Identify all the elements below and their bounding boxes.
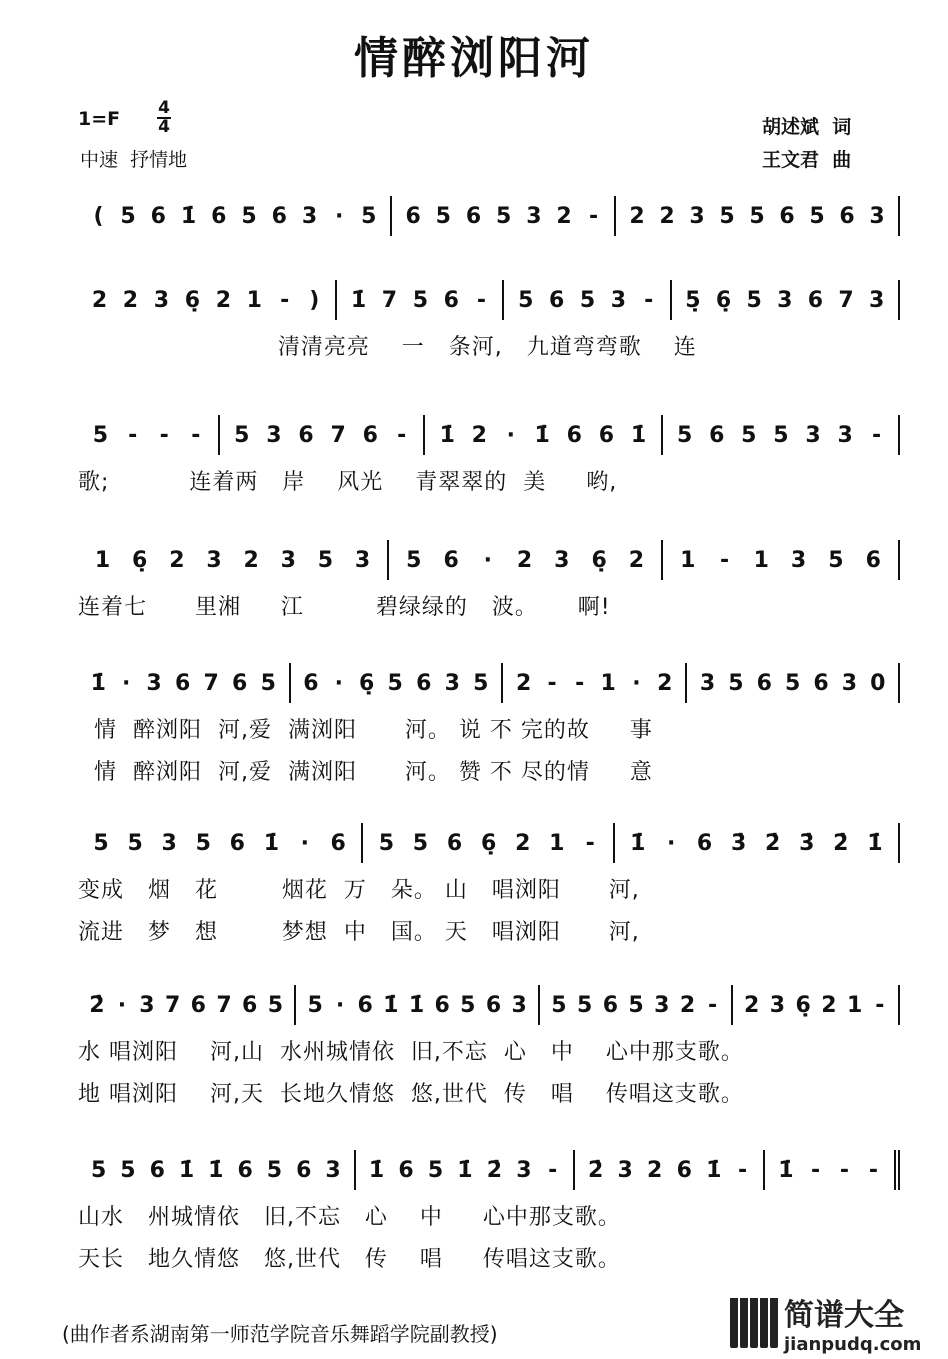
note: 1̇ (383, 992, 399, 1018)
measure (663, 415, 900, 455)
note: · (632, 670, 641, 696)
note: 2 (821, 992, 837, 1018)
lyric-line: 歌; 连着两 岸 风光 青翠翠的 美 哟, (78, 470, 618, 495)
note: 6̣ (480, 830, 497, 856)
note: 6 (237, 1157, 253, 1183)
note: 1̇ (180, 203, 197, 229)
note: 3 (280, 547, 296, 573)
note: 3 (869, 287, 885, 313)
note: 2 (657, 670, 673, 696)
site-logo (730, 1290, 921, 1355)
note: 3 (617, 1157, 633, 1183)
note: 3 (146, 670, 162, 696)
note: 2̇ (588, 1157, 604, 1183)
note: - (738, 1157, 748, 1183)
staff-row (78, 196, 900, 236)
lyric-line: 水 唱浏阳 河,山 水州城情依 旧,不忘 心 中 心中那支歌。 (78, 1040, 744, 1065)
staff-row (78, 663, 900, 703)
note: 2 (516, 547, 533, 573)
note: 1 (549, 830, 565, 856)
note: 5̣ (685, 287, 701, 313)
note: 6̣ (591, 547, 607, 573)
measure (687, 663, 900, 703)
note: 5 (719, 203, 735, 229)
note: 5 (317, 547, 334, 573)
note: 1 (847, 992, 863, 1018)
note: 5 (773, 422, 789, 448)
note: - (191, 422, 201, 448)
note: 5 (361, 203, 377, 229)
note: - (875, 992, 885, 1018)
note: 2 (647, 1157, 663, 1183)
note: · (121, 670, 131, 696)
measure (616, 196, 900, 236)
note: 5 (241, 203, 257, 229)
note: 3 (526, 203, 542, 229)
measure (291, 663, 504, 703)
note: - (839, 1157, 850, 1183)
note: 5 (628, 992, 644, 1018)
note: 6 (229, 830, 245, 856)
note: 2 (122, 287, 139, 313)
note: 7 (381, 287, 398, 313)
staff-row (78, 985, 900, 1025)
note: 6 (709, 422, 725, 448)
note: 6 (696, 830, 713, 856)
note: 1 (600, 670, 616, 696)
note: 5 (120, 1157, 136, 1183)
note: - (128, 422, 138, 448)
measure (392, 196, 616, 236)
note: 3 (790, 547, 807, 573)
note: 2 (215, 287, 232, 313)
composer-credit: 王文君 曲 (762, 149, 852, 171)
note: - (476, 287, 487, 313)
measure (78, 985, 296, 1025)
note: 5 (412, 830, 429, 856)
lyric-line: 变成 烟 花 烟花 万 朵。 山 唱浏阳 河, (78, 878, 640, 903)
note: 6 (813, 670, 829, 696)
measure (575, 1150, 765, 1190)
note: 6 (465, 203, 482, 229)
note: 3̇ (730, 830, 747, 856)
measure (733, 985, 900, 1025)
note: 6 (190, 992, 206, 1018)
note: 3 (610, 287, 627, 313)
note: 5 (127, 830, 143, 856)
note: 6 (357, 992, 373, 1018)
note: 6 (756, 670, 772, 696)
lyric-line: 情 醉浏阳 河,爱 满浏阳 河。 说 不 完的故 事 (78, 718, 653, 743)
note: 1̇ (630, 830, 646, 856)
measure (78, 196, 392, 236)
note: · (117, 992, 127, 1018)
note: 1̇ (534, 422, 550, 448)
note: 5 (406, 547, 422, 573)
note: 3̇ (799, 830, 815, 856)
measure (78, 540, 389, 580)
note: 6 (602, 992, 619, 1018)
note: 2 (629, 203, 645, 229)
note: 6̣ (358, 670, 375, 696)
note: 3 (266, 422, 282, 448)
note: · (483, 547, 492, 573)
measure (78, 415, 220, 455)
measure (672, 280, 900, 320)
note: 3 (153, 287, 170, 313)
measure (296, 985, 540, 1025)
note: 5 (435, 203, 451, 229)
note: 2 (679, 992, 696, 1018)
note: 6 (149, 1157, 165, 1183)
note: 6 (676, 1157, 692, 1183)
measure (765, 1150, 900, 1190)
note: 5 (90, 1157, 107, 1183)
note: 5 (518, 287, 534, 313)
note: 6 (405, 203, 421, 229)
note: 3 (699, 670, 716, 696)
note: 2 (91, 287, 108, 313)
note: 7 (838, 287, 854, 313)
note: 2 (744, 992, 760, 1018)
note: 6 (296, 1157, 312, 1183)
note: 6̣ (132, 547, 148, 573)
note: 1̇ (368, 1157, 385, 1183)
staff-row (78, 1150, 900, 1190)
note: 5 (387, 670, 403, 696)
note: 3 (554, 547, 570, 573)
note: 6 (330, 830, 346, 856)
note: 1 (246, 287, 262, 313)
note: 5 (234, 422, 250, 448)
note: 3 (769, 992, 786, 1018)
note: 5 (746, 287, 762, 313)
measure (78, 1150, 356, 1190)
note: 5 (728, 670, 744, 696)
note: 2 (515, 830, 531, 856)
note: - (871, 422, 882, 448)
note: - (868, 1157, 879, 1183)
note: 5 (195, 830, 211, 856)
lyricist-credit: 胡述斌 词 (762, 116, 852, 138)
measure (356, 1150, 575, 1190)
note: 2 (556, 203, 572, 229)
note: - (397, 422, 407, 448)
time-top: 4 (158, 98, 170, 118)
piano-keys-icon (730, 1298, 778, 1348)
note: 2̇ (89, 992, 105, 1018)
note: 6̣ (184, 287, 201, 313)
note: 1 (753, 547, 769, 573)
note: 6 (211, 203, 227, 229)
lyric-line: 流进 梦 想 梦想 中 国。 天 唱浏阳 河, (78, 920, 640, 945)
note: 6̣ (715, 287, 732, 313)
note: 6 (865, 547, 881, 573)
note: 5 (460, 992, 476, 1018)
note: 3 (301, 203, 318, 229)
note: - (719, 547, 730, 573)
note: 6 (242, 992, 258, 1018)
time-signature (157, 100, 171, 136)
note: 7 (164, 992, 181, 1018)
note: 5 (260, 670, 276, 696)
note: 2 (516, 670, 532, 696)
measure (663, 540, 900, 580)
logo-name: 简谱大全 (784, 1298, 904, 1333)
note: 2̇ (486, 1157, 503, 1183)
note: 1̇ (208, 1157, 224, 1183)
note: 7 (216, 992, 232, 1018)
staff-row (78, 823, 900, 863)
tempo-marking: 中速 抒情地 (80, 149, 188, 171)
note: 1̇ (350, 287, 367, 313)
lyric-line: 山水 州城情依 旧,不忘 心 中 心中那支歌。 (78, 1205, 621, 1230)
note: 6 (434, 992, 450, 1018)
note: 3 (841, 670, 858, 696)
note: 6 (298, 422, 314, 448)
note: 5 (266, 1157, 283, 1183)
note: 3 (654, 992, 670, 1018)
note: · (334, 670, 343, 696)
note: 6 (779, 203, 795, 229)
note: - (575, 670, 585, 696)
note: 5 (412, 287, 428, 313)
note: 2 (471, 422, 487, 448)
note: 5 (749, 203, 765, 229)
note: 6 (566, 422, 582, 448)
note: 5 (741, 422, 757, 448)
note: 2̇ (833, 830, 849, 856)
note: 5 (676, 422, 693, 448)
note: 6 (150, 203, 166, 229)
note: 5 (551, 992, 567, 1018)
note: 2̇ (765, 830, 781, 856)
note: · (666, 830, 676, 856)
note: 7 (330, 422, 346, 448)
note: 1̇ (630, 422, 647, 448)
note: 2 (169, 547, 185, 573)
note: 3 (516, 1157, 532, 1183)
lyric-line: 清清亮亮 一 条河, 九道弯弯歌 连 (78, 335, 697, 360)
measure (78, 823, 363, 863)
staff-row (78, 280, 900, 320)
note: 5 (496, 203, 512, 229)
note: 5 (473, 670, 489, 696)
note: 5 (579, 287, 596, 313)
note: 5 (576, 992, 593, 1018)
note: 1̇ (439, 422, 455, 448)
note: 3 (206, 547, 222, 573)
note: · (300, 830, 309, 856)
note: 6 (443, 547, 459, 573)
note: 5 (267, 992, 283, 1018)
lyric-line: 情 醉浏阳 河,爱 满浏阳 河。 赞 不 尽的情 意 (78, 760, 653, 785)
note: 3 (869, 203, 885, 229)
note: - (585, 830, 595, 856)
note: 5 (93, 830, 109, 856)
note: 2 (243, 547, 259, 573)
measure (78, 663, 291, 703)
measure (540, 985, 733, 1025)
note: - (810, 1157, 821, 1183)
measure (504, 280, 671, 320)
measure (615, 823, 900, 863)
note: - (588, 203, 599, 229)
note: 1̇ (178, 1157, 195, 1183)
lyric-line: 地 唱浏阳 河,天 长地久情悠 悠,世代 传 唱 传唱这支歌。 (78, 1082, 744, 1107)
note: 1̇ (867, 830, 883, 856)
measure (220, 415, 426, 455)
time-bottom: 4 (158, 117, 170, 137)
note: 6 (839, 203, 855, 229)
note: 3 (325, 1157, 341, 1183)
note: 6 (232, 670, 248, 696)
note: 6 (446, 830, 463, 856)
song-title: 情醉浏阳河 (354, 33, 594, 84)
note: 5 (828, 547, 844, 573)
logo-url: jianpudq.com (784, 1334, 922, 1355)
note: - (708, 992, 718, 1018)
key-signature: 1=F (78, 108, 121, 130)
note: - (644, 287, 654, 313)
note: - (280, 287, 290, 313)
note: 3 (511, 992, 527, 1018)
lyric-line: 连着七 里湘 江 碧绿绿的 波。 啊! (78, 595, 611, 620)
note: 6 (485, 992, 502, 1018)
note: 6 (398, 1157, 414, 1183)
measure (389, 540, 663, 580)
note: 0 (870, 670, 886, 696)
note: 1 (680, 547, 696, 573)
note: 6̣ (795, 992, 811, 1018)
measure (78, 280, 337, 320)
note: 3 (161, 830, 177, 856)
measure (337, 280, 504, 320)
note: 3 (689, 203, 705, 229)
note: ) (309, 287, 320, 313)
footnote: (曲作者系湖南第一师范学院音乐舞蹈学院副教授) (62, 1322, 498, 1346)
note: · (334, 203, 344, 229)
note: - (548, 1157, 558, 1183)
note: · (335, 992, 345, 1018)
note: 6 (303, 670, 319, 696)
note: 7 (203, 670, 219, 696)
note: 5 (427, 1157, 444, 1183)
staff-row (78, 415, 900, 455)
note: 3 (805, 422, 821, 448)
note: 1̇ (408, 992, 425, 1018)
note: 6 (598, 422, 615, 448)
note: 1̇ (263, 830, 279, 856)
note: ( (93, 203, 104, 229)
note: 3 (777, 287, 793, 313)
note: 3 (837, 422, 853, 448)
note: 2 (628, 547, 645, 573)
note: 2 (659, 203, 675, 229)
note: 1 (94, 547, 111, 573)
note: 5 (378, 830, 394, 856)
note: 1̇ (90, 670, 106, 696)
note: 6 (271, 203, 287, 229)
note: 3 (354, 547, 371, 573)
note: 1̇ (706, 1157, 722, 1183)
measure (425, 415, 662, 455)
note: 5 (92, 422, 109, 448)
note: 6 (443, 287, 459, 313)
note: 6 (174, 670, 191, 696)
lyric-line: 天长 地久情悠 悠,世代 传 唱 传唱这支歌。 (78, 1247, 621, 1272)
note: 5 (785, 670, 801, 696)
note: 5 (809, 203, 825, 229)
note: 6 (416, 670, 432, 696)
note: 6 (549, 287, 565, 313)
note: 6 (807, 287, 824, 313)
measure (503, 663, 687, 703)
measure (363, 823, 614, 863)
note: 1̇ (778, 1157, 794, 1183)
note: 3 (139, 992, 155, 1018)
note: 6 (362, 422, 378, 448)
staff-row (78, 540, 900, 580)
note: 5 (307, 992, 323, 1018)
note: 3 (444, 670, 460, 696)
note: - (159, 422, 169, 448)
note: 5 (120, 203, 136, 229)
note: · (506, 422, 515, 448)
note: - (547, 670, 557, 696)
note: 1̇ (457, 1157, 473, 1183)
